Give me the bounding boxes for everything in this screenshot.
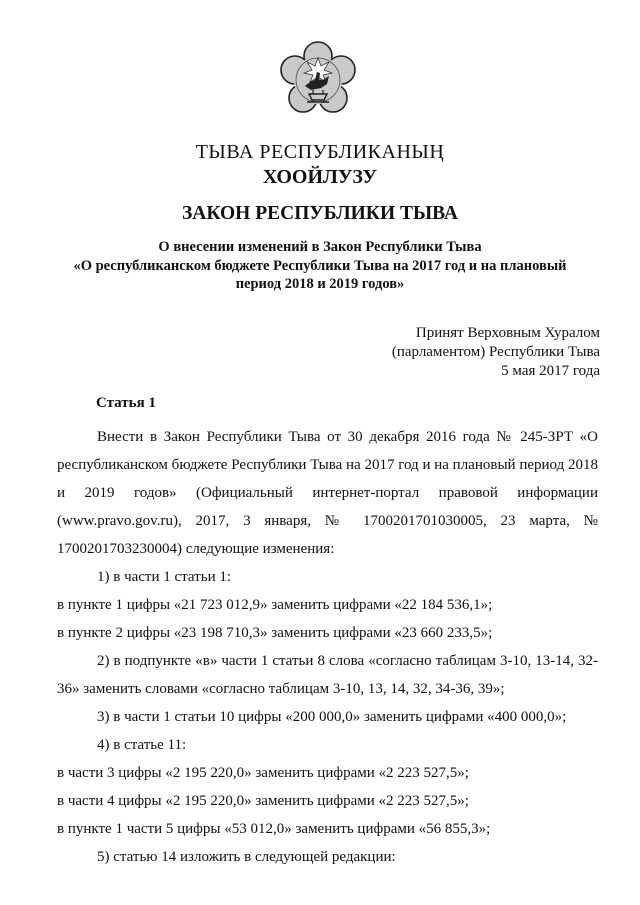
subtitle-line: период 2018 и 2019 годов»: [235, 276, 405, 292]
amendment-item: в пункте 1 части 5 цифры «53 012,0» заменить цифрами «56 855,3»;: [57, 821, 491, 837]
amendment-item: в пункте 2 цифры «23 198 710,3» заменить цифрами «23 660 233,5»;: [57, 625, 493, 641]
law-title: ЗАКОН РЕСПУБЛИКИ ТЫВА: [181, 203, 459, 224]
subtitle-line: «О республиканском бюджете Республики Тыва на 2017 год и на плановый: [73, 257, 567, 274]
coat-of-arms-emblem: [277, 40, 359, 122]
article-body: [57, 423, 598, 871]
amendment-item: 3) в части 1 статьи 10 цифры «200 000,0» заменить цифрами «400 000,0»;: [97, 709, 567, 725]
adoption-date: 5 мая 2017 года: [501, 363, 600, 379]
tuvan-title-line1: ТЫВА РЕСПУБЛИКАНЫҢ: [195, 141, 445, 163]
amendment-item: 4) в статье 11:: [97, 737, 187, 753]
adoption-line: (парламентом) Республики Тыва: [391, 344, 600, 360]
emblem-icon: [277, 40, 359, 122]
amendment-item: 1) в части 1 статьи 1:: [97, 569, 232, 585]
amendment-item: в части 3 цифры «2 195 220,0» заменить цифрами «2 223 527,5»;: [57, 765, 469, 781]
article-heading: Статья 1: [96, 395, 156, 411]
amendment-item: 2) в подпункте «в» части 1 статьи 8 слова «согласно таблицам 3-10, 13-14, 32-36» заменить словами «согласно таблицам 3-10, 13, 14, 32, 34-36, 39»;: [57, 653, 598, 697]
tuvan-title-line2: ХООЙЛУЗУ: [262, 166, 378, 188]
amendment-item: 5) статью 14 изложить в следующей редакции:: [97, 849, 396, 865]
subtitle-line: О внесении изменений в Закон Республики Тыва: [158, 239, 482, 255]
amendment-item: в части 4 цифры «2 195 220,0» заменить цифрами «2 223 527,5»;: [57, 793, 469, 809]
law-subtitle: [50, 238, 590, 294]
amendment-item: в пункте 1 цифры «21 723 012,9» заменить цифрами «22 184 536,1»;: [57, 597, 493, 613]
adoption-block: [392, 324, 600, 381]
article-intro: Внести в Закон Республики Тыва от 30 декабря 2016 года № 245-ЗРТ «О республиканском бюджете Республики Тыва на 2017 год и на плановый период 2018 и 2019 годов» (Официальный интернет-портал правовой информации (www.pravo.gov.ru), 2017, 3 января, № 1700201701030005, 23 марта, № 1700201703230004) следующие изменения:: [57, 429, 598, 557]
adoption-line: Принят Верховным Хуралом: [415, 325, 600, 341]
